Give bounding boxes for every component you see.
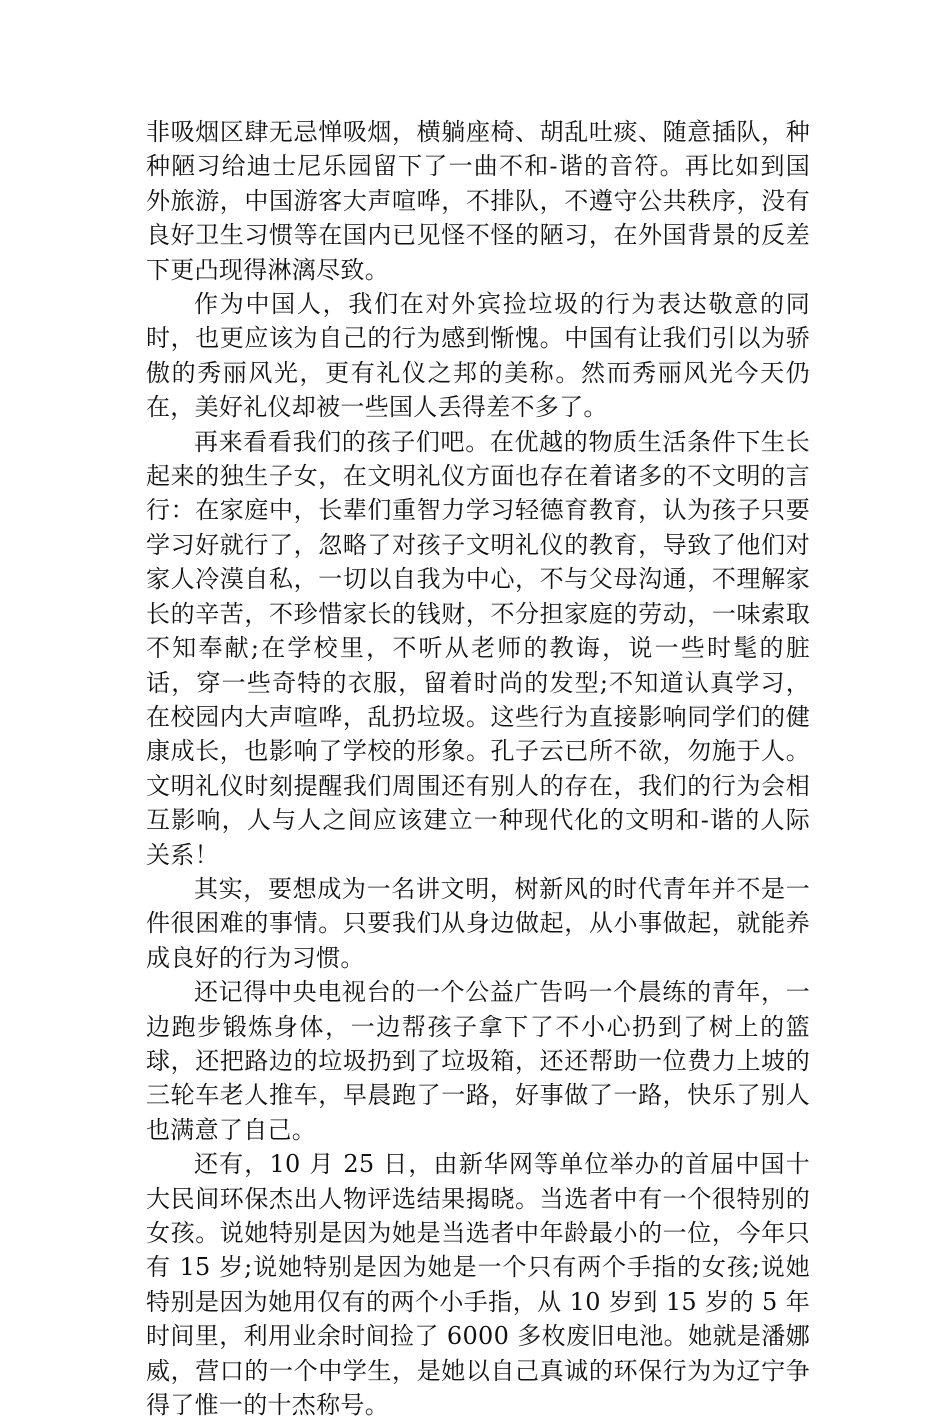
document-body [146, 115, 810, 1422]
paragraph-5: 还记得中央电视台的一个公益广告吗一个晨练的青年，一边跑步锻炼身体，一边帮孩子拿下了不小心扔到了树上的篮球，还把路边的垃圾扔到了垃圾箱，还还帮助一位费力上坡的三轮车老人推车，早晨跑了一路，好事做了一路，快乐了别人也满意了自己。 [146, 978, 810, 1144]
paragraph-2: 作为中国人，我们在对外宾捡垃圾的行为表达敬意的同时，也更应该为自己的行为感到惭愧。中国有让我们引以为骄傲的秀丽风光，更有礼仪之邦的美称。然而秀丽风光今天仍在，美好礼仪却被一些国人丢得差不多了。 [146, 290, 810, 422]
paragraph-4: 其实，要想成为一名讲文明，树新风的时代青年并不是一件很困难的事情。只要我们从身边做起，从小事做起，就能养成良好的行为习惯。 [146, 874, 810, 972]
paragraph-3: 再来看看我们的孩子们吧。在优越的物质生活条件下生长起来的独生子女，在文明礼仪方面也存在着诸多的不文明的言行：在家庭中，长辈们重智力学习轻德育教育，认为孩子只要学习好就行了，忽略了对孩子文明礼仪的教育，导致了他们对家人冷漠自私，一切以自我为中心，不与父母沟通，不理解家长的辛苦，不珍惜家长的钱财，不分担家庭的劳动，一味索取不知奉献;在学校里，不听从老师的教诲，说一些时髦的脏话，穿一些奇特的衣服，留着时尚的发型;不知道认真学习，在校园内大声喧哗，乱扔垃圾。这些行为直接影响同学们的健康成长，也影响了学校的形象。孔子云已所不欲，勿施于人。文明礼仪时刻提醒我们周围还有别人的存在，我们的行为会相互影响，人与人之间应该建立一种现代化的文明和-谐的人际关系！ [146, 427, 810, 869]
paragraph-1: 非吸烟区肆无忌惮吸烟，横躺座椅、胡乱吐痰、随意插队，种种陋习给迪士尼乐园留下了一曲不和-谐的音符。再比如到国外旅游，中国游客大声喧哗，不排队，不遵守公共秩序，没有良好卫生习惯等在国内已见怪不怪的陋习，在外国背景的反差下更凸现得淋漓尽致。 [146, 118, 810, 284]
paragraph-6: 还有，10 月 25 日，由新华网等单位举办的首届中国十大民间环保杰出人物评选结果揭晓。当选者中有一个很特别的女孩。说她特别是因为她是当选者中年龄最小的一位，今年只有 15 岁;说她特别是因为她是一个只有两个手指的女孩;说她特别是因为她用仅有的两个小手指，从 10 岁到 15 岁的 5 年时间里，利用业余时间捡了 6000 多枚废旧电池。她就是潘娜威，营口的一个中学生，是她以自己真诚的环保行为为辽宁争得了惟一的十杰称号。 [146, 1150, 810, 1420]
